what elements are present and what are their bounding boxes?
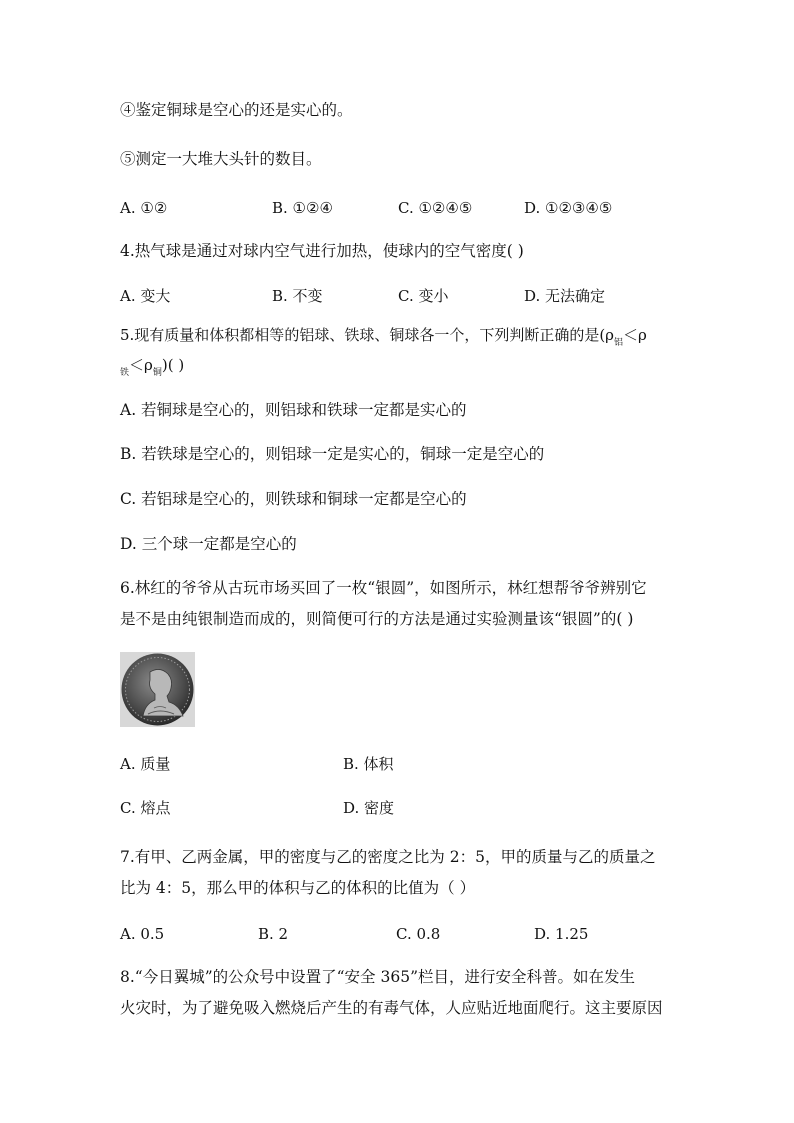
q5-lt1: ＜ρ [623,326,647,344]
q8-stem-line2: 火灾时，为了避免吸入燃烧后产生的有毒气体，人应贴近地面爬行。这主要原因 [120,999,663,1017]
q3-option-c: C. ①②④⑤ [398,199,473,217]
q7-stem-line2: 比为 4：5，那么甲的体积与乙的体积的比值为（ ） [120,879,476,897]
q3-option-a: A. ①② [120,199,168,217]
q5-sub-al: 铝 [614,338,624,348]
q5-option-c: C. 若铝球是空心的，则铁球和铜球一定都是空心的 [120,490,467,508]
q3-option-d: D. ①②③④⑤ [524,199,613,217]
q3-option-b: B. ①②④ [272,199,333,217]
q7-option-c: C. 0.8 [396,925,441,943]
q4-option-d: D. 无法确定 [524,287,606,305]
q7-option-d: D. 1.25 [534,925,589,943]
q7-option-a: A. 0.5 [120,925,165,943]
q5-sub-cu: 铜 [152,368,162,378]
q4-stem: 4.热气球是通过对球内空气进行加热，使球内的空气密度( ) [120,242,524,260]
q5-stem-text: 5.现有质量和体积都相等的铝球、铁球、铜球各一个，下列判断正确的是(ρ [120,326,614,344]
item-5-text: ⑤测定一大堆大头针的数目。 [120,150,322,168]
q5-sub-fe: 铁 [120,368,130,378]
q5-stem-line1 [120,324,647,354]
q6-option-c: C. 熔点 [120,799,171,817]
q4-option-a: A. 变大 [120,287,171,305]
q8-stem-line1: 8.“今日翼城”的公众号中设置了“安全 365”栏目，进行安全科普。如在发生 [120,968,635,986]
q6-stem-line2: 是不是由纯银制造而成的，则简便可行的方法是通过实验测量该“银圆”的( ) [120,610,634,628]
item-4-text: ④鉴定铜球是空心的还是实心的。 [120,101,353,119]
q6-option-a: A. 质量 [120,755,171,773]
q5-option-d: D. 三个球一定都是空心的 [120,535,297,553]
q5-tail: )( ) [161,356,185,374]
q7-stem-line1: 7.有甲、乙两金属，甲的密度与乙的密度之比为 2：5，甲的质量与乙的质量之 [120,848,656,866]
q5-lt2: ＜ρ [129,356,153,374]
q5-option-a: A. 若铜球是空心的，则铝球和铁球一定都是实心的 [120,401,467,419]
q4-option-b: B. 不变 [272,287,323,305]
q4-option-c: C. 变小 [398,287,449,305]
q7-option-b: B. 2 [258,925,289,943]
q6-option-b: B. 体积 [343,755,394,773]
q5-stem-line2 [120,354,184,384]
q5-option-b: B. 若铁球是空心的，则铝球一定是实心的，铜球一定是空心的 [120,445,545,463]
q6-stem-line1: 6.林红的爷爷从古玩市场买回了一枚“银圆”，如图所示，林红想帮爷爷辨别它 [120,579,647,597]
q6-option-d: D. 密度 [343,799,395,817]
silver-coin-image [120,652,195,727]
